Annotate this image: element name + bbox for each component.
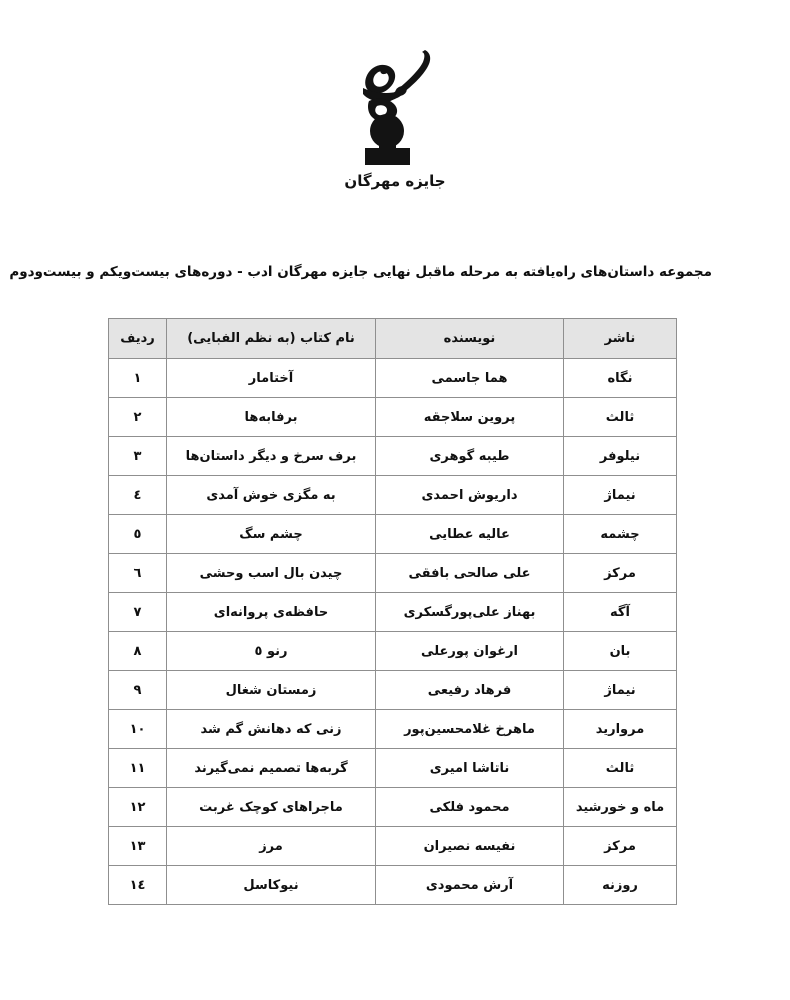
cell-row-number: ٦ — [109, 554, 167, 593]
shortlist-table — [108, 318, 677, 905]
column-header-row-no: ردیف — [109, 319, 167, 359]
cell-author: طیبه گوهری — [376, 437, 564, 476]
page-title: مجموعه داستان‌های راه‌یافته به مرحله ماقبل نهایی جایزه مهرگان ادب - دوره‌های بیست‌ویکم و بیست‌ودوم — [9, 264, 712, 280]
cell-book-title: برفابه‌ها — [167, 398, 376, 437]
cell-row-number: ٩ — [109, 671, 167, 710]
column-header-publisher: ناشر — [564, 319, 677, 359]
cell-row-number: ٨ — [109, 632, 167, 671]
cell-row-number: ٧ — [109, 593, 167, 632]
cell-publisher: نیماژ — [564, 476, 677, 515]
table-row — [109, 827, 677, 866]
column-header-author: نویسنده — [376, 319, 564, 359]
cell-author: ارغوان پورعلی — [376, 632, 564, 671]
cell-book-title: گربه‌ها تصمیم نمی‌گیرند — [167, 749, 376, 788]
cell-book-title: نیوکاسل — [167, 866, 376, 905]
table-row — [109, 554, 677, 593]
cell-author: فرهاد رفیعی — [376, 671, 564, 710]
table-row — [109, 593, 677, 632]
cell-author: ناتاشا امیری — [376, 749, 564, 788]
table-row — [109, 476, 677, 515]
table-row — [109, 632, 677, 671]
cell-publisher: چشمه — [564, 515, 677, 554]
cell-row-number: ١ — [109, 359, 167, 398]
cell-publisher: نیماژ — [564, 671, 677, 710]
cell-author: آرش محمودی — [376, 866, 564, 905]
table-head — [109, 319, 677, 359]
cell-book-title: آختامار — [167, 359, 376, 398]
cell-book-title: چیدن بال اسب وحشی — [167, 554, 376, 593]
cell-book-title: حافظه‌ی پروانه‌ای — [167, 593, 376, 632]
cell-author: داریوش احمدی — [376, 476, 564, 515]
cell-publisher: آگه — [564, 593, 677, 632]
mehregan-trophy-logo-icon — [339, 44, 451, 166]
cell-publisher: نیلوفر — [564, 437, 677, 476]
cell-publisher: مرکز — [564, 827, 677, 866]
cell-publisher: روزنه — [564, 866, 677, 905]
table-row — [109, 437, 677, 476]
cell-publisher: ثالث — [564, 749, 677, 788]
cell-publisher: ثالث — [564, 398, 677, 437]
table-row — [109, 398, 677, 437]
cell-author: محمود فلکی — [376, 788, 564, 827]
table-body — [109, 359, 677, 905]
cell-author: هما جاسمی — [376, 359, 564, 398]
cell-book-title: زمستان شغال — [167, 671, 376, 710]
cell-publisher: بان — [564, 632, 677, 671]
cell-author: عالیه عطایی — [376, 515, 564, 554]
cell-book-title: چشم سگ — [167, 515, 376, 554]
cell-row-number: ١١ — [109, 749, 167, 788]
cell-book-title: به مگزی خوش آمدی — [167, 476, 376, 515]
cell-row-number: ٥ — [109, 515, 167, 554]
table-row — [109, 866, 677, 905]
cell-row-number: ٣ — [109, 437, 167, 476]
table-row — [109, 671, 677, 710]
cell-author: پروین سلاجقه — [376, 398, 564, 437]
cell-author: نفیسه نصیران — [376, 827, 564, 866]
table-row — [109, 515, 677, 554]
cell-book-title: رنو ٥ — [167, 632, 376, 671]
cell-publisher: ماه و خورشید — [564, 788, 677, 827]
cell-author: علی صالحی بافقی — [376, 554, 564, 593]
cell-author: ماهرخ غلامحسین‌پور — [376, 710, 564, 749]
cell-row-number: ١٣ — [109, 827, 167, 866]
cell-author: بهناز علی‌پورگسکری — [376, 593, 564, 632]
cell-row-number: ١٤ — [109, 866, 167, 905]
cell-book-title: ماجراهای کوچک غربت — [167, 788, 376, 827]
table-row — [109, 710, 677, 749]
cell-book-title: زنی که دهانش گم شد — [167, 710, 376, 749]
table-row — [109, 749, 677, 788]
cell-publisher: مروارید — [564, 710, 677, 749]
logo-caption: جایزه مهرگان — [344, 172, 446, 190]
cell-publisher: نگاه — [564, 359, 677, 398]
cell-row-number: ٢ — [109, 398, 167, 437]
logo-block — [0, 44, 790, 190]
shortlist-table-container — [109, 318, 677, 905]
column-header-book-title: نام کتاب (به نظم الفبایی) — [167, 319, 376, 359]
cell-book-title: مرز — [167, 827, 376, 866]
cell-publisher: مرکز — [564, 554, 677, 593]
cell-row-number: ١٢ — [109, 788, 167, 827]
cell-row-number: ١٠ — [109, 710, 167, 749]
table-row — [109, 359, 677, 398]
table-row — [109, 788, 677, 827]
table-header-row — [109, 319, 677, 359]
cell-book-title: برف سرخ و دیگر داستان‌ها — [167, 437, 376, 476]
cell-row-number: ٤ — [109, 476, 167, 515]
